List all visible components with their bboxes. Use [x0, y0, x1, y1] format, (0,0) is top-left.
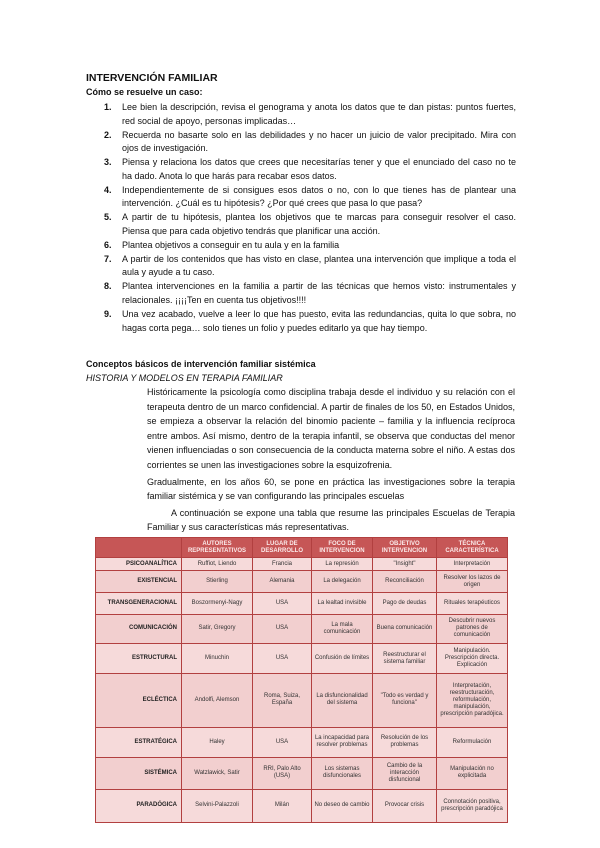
cell-goal: Buena comunicación	[373, 614, 437, 644]
cell-technique: Rituales terapéuticos	[437, 593, 508, 614]
cell-authors: Haley	[182, 727, 253, 757]
cell-technique: Resolver los lazos de origen	[437, 571, 508, 593]
step-text: Independientemente de si consigues esos datos o no, con lo que tienes has de plantear una intervención. ¿Cuál es tu hipótesis? ¿Por qué crees que pasa lo que pasa?	[122, 184, 516, 209]
header-cell: FOCO DE INTERVENCION	[312, 538, 373, 558]
school-name: TRANSGENERACIONAL	[96, 593, 182, 614]
steps-list	[86, 101, 516, 336]
cell-authors: Stierling	[182, 571, 253, 593]
cell-technique: Interpretación	[437, 558, 508, 571]
cell-place: USA	[253, 614, 312, 644]
cell-place: USA	[253, 644, 312, 674]
school-name: COMUNICACIÓN	[96, 614, 182, 644]
table-row	[96, 644, 508, 674]
cell-authors: Ruffiot, Liendo	[182, 558, 253, 571]
table-row	[96, 571, 508, 593]
step-number: 2.	[104, 129, 112, 140]
header-cell: TÉCNICA CARACTERÍSTICA	[437, 538, 508, 558]
school-name: ESTRUCTURAL	[96, 644, 182, 674]
school-name: ECLÉCTICA	[96, 674, 182, 727]
cell-focus: No deseo de cambio	[312, 789, 373, 822]
table-row	[96, 614, 508, 644]
step-number: 4.	[104, 184, 112, 195]
table-row	[96, 558, 508, 571]
list-item	[86, 129, 516, 156]
cell-focus: La lealtad invisible	[312, 593, 373, 614]
cell-focus: La disfuncionalidad del sistema	[312, 674, 373, 727]
step-text: Lee bien la descripción, revisa el genograma y anota los datos que te dan pistas: puntos fuertes, red social de apoyo, personas implicadas…	[122, 102, 516, 126]
cell-place: Roma, Suiza, España	[253, 674, 312, 727]
school-name: ESTRATÉGICA	[96, 727, 182, 757]
step-text: Una vez acabado, vuelve a leer lo que has puesto, evita las redundancias, quita lo que sobra, no hagas corta pega… solo tienes un folio y puedes editarlo ya que hay tiempo.	[122, 309, 516, 333]
step-number: 3.	[104, 157, 112, 168]
header-cell: OBJETIVO INTERVENCION	[373, 538, 437, 558]
step-number: 1.	[104, 102, 112, 112]
school-name: PARADÓGICA	[96, 789, 182, 822]
list-item	[86, 101, 516, 128]
section-title: Conceptos básicos de intervención familiar sistémica	[86, 359, 316, 369]
paragraph: Históricamente la psicología como disciplina trabaja desde el individuo y su relación con el terapeuta dentro de un marco confidencial. A partir de finales de los 50, en Estados Unidos, se empieza a observar la relación del binomio paciente – familia y la influencia recíproca entre ambos. Así mismo, dentro de la terapia infantil, se observa que conductas del menor vienen influenciadas o son consecuencia de la conducta materna sobre el niño. A estas dos corrientes se unen las investigaciones sobre la esquizofrenia.	[147, 387, 515, 470]
cell-goal: Resolución de los problemas	[373, 727, 437, 757]
step-number: 5.	[104, 212, 112, 223]
cell-focus: La delegación	[312, 571, 373, 593]
header-cell: AUTORES REPRESENTATIVOS	[182, 538, 253, 558]
schools-table	[95, 537, 508, 823]
cell-authors: Andolfi, Alemson	[182, 674, 253, 727]
cell-place: Milán	[253, 789, 312, 822]
table-row	[96, 593, 508, 614]
paragraph: Gradualmente, en los años 60, se pone en práctica las investigaciones sobre la terapia familiar sistémica y se van configurando las principales escuelas	[147, 476, 515, 502]
cell-place: RRI, Palo Alto (USA)	[253, 757, 312, 789]
cell-goal: "Insight"	[373, 558, 437, 571]
cell-technique: Connotación positiva, prescripción paradójica	[437, 789, 508, 822]
table-row	[96, 757, 508, 789]
therapy-schools-table	[95, 537, 507, 823]
section-body	[147, 385, 515, 537]
list-item	[86, 156, 516, 183]
cell-focus: La represión	[312, 558, 373, 571]
cell-authors: Minuchin	[182, 644, 253, 674]
page-title: INTERVENCIÓN FAMILIAR	[86, 72, 218, 84]
table-row	[96, 789, 508, 822]
list-item	[86, 184, 516, 211]
table-header-row	[96, 538, 508, 558]
header-cell: LUGAR DE DESARROLLO	[253, 538, 312, 558]
step-number: 8.	[104, 281, 112, 292]
step-text: Piensa y relaciona los datos que crees que necesitarías tener y que el enunciado del caso no te ha dado. Anota lo que harás para recabar esos datos.	[122, 157, 516, 181]
school-name: PSICOANALÍTICA	[96, 558, 182, 571]
cell-authors: Selvini-Palazzoli	[182, 789, 253, 822]
list-item	[86, 239, 516, 253]
cell-authors: Boszormenyi-Nagy	[182, 593, 253, 614]
cell-focus: La mala comunicación	[312, 614, 373, 644]
steps-heading: Cómo se resuelve un caso:	[86, 87, 203, 97]
cell-focus: Confusión de límites	[312, 644, 373, 674]
list-item	[86, 280, 516, 307]
cell-authors: Watzlawick, Satir	[182, 757, 253, 789]
cell-goal: "Todo es verdad y funciona"	[373, 674, 437, 727]
table-row	[96, 727, 508, 757]
cell-focus: Los sistemas disfuncionales	[312, 757, 373, 789]
cell-goal: Reconciliación	[373, 571, 437, 593]
step-number: 7.	[104, 253, 112, 264]
section-subtitle: HISTORIA Y MODELOS EN TERAPIA FAMILIAR	[86, 373, 283, 383]
step-text: Plantea intervenciones en la familia a partir de las técnicas que hemos visto: instrumentales y relacionales. ¡¡¡¡Ten en cuenta tus objetivos!!!!	[122, 281, 516, 306]
cell-technique: Reformulación	[437, 727, 508, 757]
cell-goal: Reestructurar el sistema familiar	[373, 644, 437, 674]
cell-place: Francia	[253, 558, 312, 571]
cell-place: USA	[253, 727, 312, 757]
list-item	[86, 211, 516, 238]
step-number: 6.	[104, 239, 112, 250]
cell-technique: Interpretación, reestructuración, reformulación, manipulación, prescripción paradójica.	[437, 674, 508, 727]
list-item	[86, 253, 516, 280]
paragraph: A continuación se expone una tabla que resume las principales Escuelas de Terapia Familiar y sus características más representativas.	[147, 507, 515, 533]
cell-technique: Manipulación. Prescripción directa. Explicación	[437, 644, 508, 674]
cell-place: USA	[253, 593, 312, 614]
school-name: SISTÉMICA	[96, 757, 182, 789]
cell-goal: Pago de deudas	[373, 593, 437, 614]
table-row	[96, 674, 508, 727]
cell-focus: La incapacidad para resolver problemas	[312, 727, 373, 757]
cell-technique: Manipulación no explicitada	[437, 757, 508, 789]
step-text: Recuerda no basarte solo en las debilidades y no hacer un juicio de valor precipitado. Mira con ojos de investigación.	[122, 129, 516, 154]
cell-goal: Provocar crisis	[373, 789, 437, 822]
cell-goal: Cambio de la interacción disfuncional	[373, 757, 437, 789]
step-number: 9.	[104, 309, 112, 320]
step-text: Plantea objetivos a conseguir en tu aula y en la familia	[122, 239, 340, 250]
list-item	[86, 308, 516, 335]
cell-place: Alemania	[253, 571, 312, 593]
school-name: EXISTENCIAL	[96, 571, 182, 593]
step-text: A partir de tu hipótesis, plantea los objetivos que te marcas para conseguir resolver el caso. Piensa que para cada objetivo tendrás que planificar una acción.	[122, 212, 516, 236]
step-text: A partir de los contenidos que has visto en clase, plantea una intervención que implique a toda el aula y ayude a tu caso.	[122, 253, 516, 278]
header-cell	[96, 538, 182, 558]
cell-authors: Satir, Gregory	[182, 614, 253, 644]
cell-technique: Descubrir nuevos patrones de comunicación	[437, 614, 508, 644]
